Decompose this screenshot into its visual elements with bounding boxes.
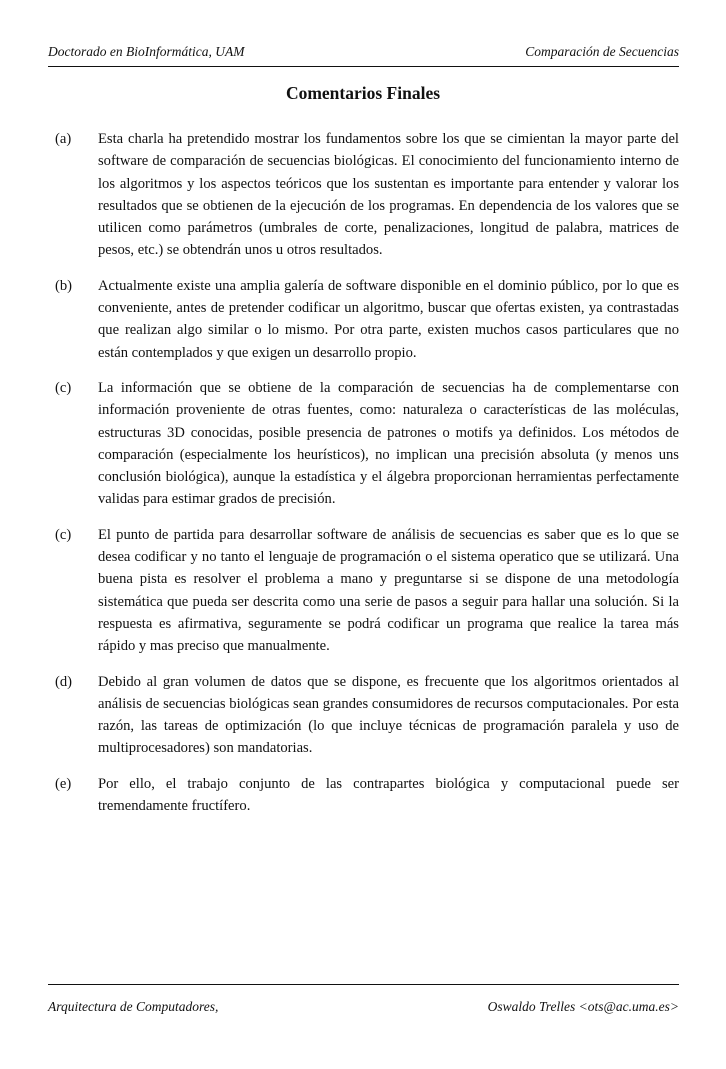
paragraph-label: (b) xyxy=(55,277,73,294)
header-left-text: Doctorado en BioInformática, UAM xyxy=(48,44,245,59)
paragraph-label: (e) xyxy=(55,775,72,792)
paragraph-c1 xyxy=(48,377,679,511)
page-footer xyxy=(48,984,679,1015)
paragraph-text: Debido al gran volumen de datos que se dispone, es frecuente que los algoritmos orientados al análisis de secuencias biológicas sean grandes consumidores de recursos computacionales. Por esta razón, las tareas de optimización (lo que incluye técnicas de programación paralela y uso de multiprocesadores) son mandatorias. xyxy=(98,673,679,757)
paragraph-text: Actualmente existe una amplia galería de software disponible en el dominio público, por lo que es conveniente, antes de pretender codificar un algoritmo, buscar que ofertas existen, ya contrastadas que realizan algo similar o lo mismo. Por otra parte, existen muchos casos particulares que no están contemplados y que exigen un desarrollo propio. xyxy=(98,277,679,361)
paragraph-c2 xyxy=(48,524,679,658)
paragraph-b xyxy=(48,275,679,364)
footer-row xyxy=(48,999,679,1015)
paragraph-text: Por ello, el trabajo conjunto de las contrapartes biológica y computacional puede ser tremendamente fructífero. xyxy=(98,775,679,815)
page-title: Comentarios Finales xyxy=(285,83,441,103)
footer-left-text: Arquitectura de Computadores, xyxy=(48,999,219,1014)
paragraph-text: La información que se obtiene de la comparación de secuencias ha de complementarse con información proveniente de otras fuentes, como: naturaleza o características de las moléculas, estructuras 3D conocidas, posible presencia de patrones o motifs ya definidos. Los métodos de comparación (especialmente los heurísticos), no implican una precisión absoluta (y menos uns conclusión biológica), aunque la estadística y el álgebra proporcionan herramientas perfectamente validas para estimar grados de precisión. xyxy=(98,379,679,508)
paragraph-label: (a) xyxy=(55,131,72,147)
page-header xyxy=(48,44,679,67)
paragraph-text: Esta charla ha pretendido mostrar los fundamentos sobre los que se cimientan la mayor parte del software de comparación de secuencias biológicas. El conocimiento del funcionamiento interno de los algoritmos y los aspectos teóricos que los sustentan es importante para entender y valorar los resultados que se obtienen de la ejecución de los programas. En dependencia de los valores que se utilicen como parámetros (umbrales de corte, penalizaciones, longitud de palabra, matrices de pesos, etc.) se obtendrán unos u otros resultados. xyxy=(98,131,679,259)
paragraph-a xyxy=(48,128,679,262)
paragraph-e xyxy=(48,773,679,818)
header-divider xyxy=(48,66,679,67)
paragraph-d xyxy=(48,671,679,760)
paragraph-text: El punto de partida para desarrollar software de análisis de secuencias es saber que es lo que se desea codificar y no tanto el lenguaje de programación o el sistema operatico que se utilizará. Una buena pista es resolver el problema a mano y preguntarse si se dispone de una metodología sistemática que pueda ser descrita como una serie de pasos a seguir para hallar una solución. Si la respuesta es afirmativa, seguramente se podrá codificar un programa que realice la tarea más rápido y mas preciso que manualmente. xyxy=(98,526,679,655)
document-body xyxy=(48,128,679,830)
header-right-text: Comparación de Secuencias xyxy=(525,44,679,59)
paragraph-label: (c) xyxy=(55,526,72,543)
paragraph-label: (d) xyxy=(55,673,73,690)
header-row xyxy=(48,44,679,60)
footer-right-text: Oswaldo Trelles <ots@ac.uma.es> xyxy=(487,999,679,1014)
footer-divider xyxy=(48,984,679,985)
paragraph-label: (c) xyxy=(55,379,72,396)
